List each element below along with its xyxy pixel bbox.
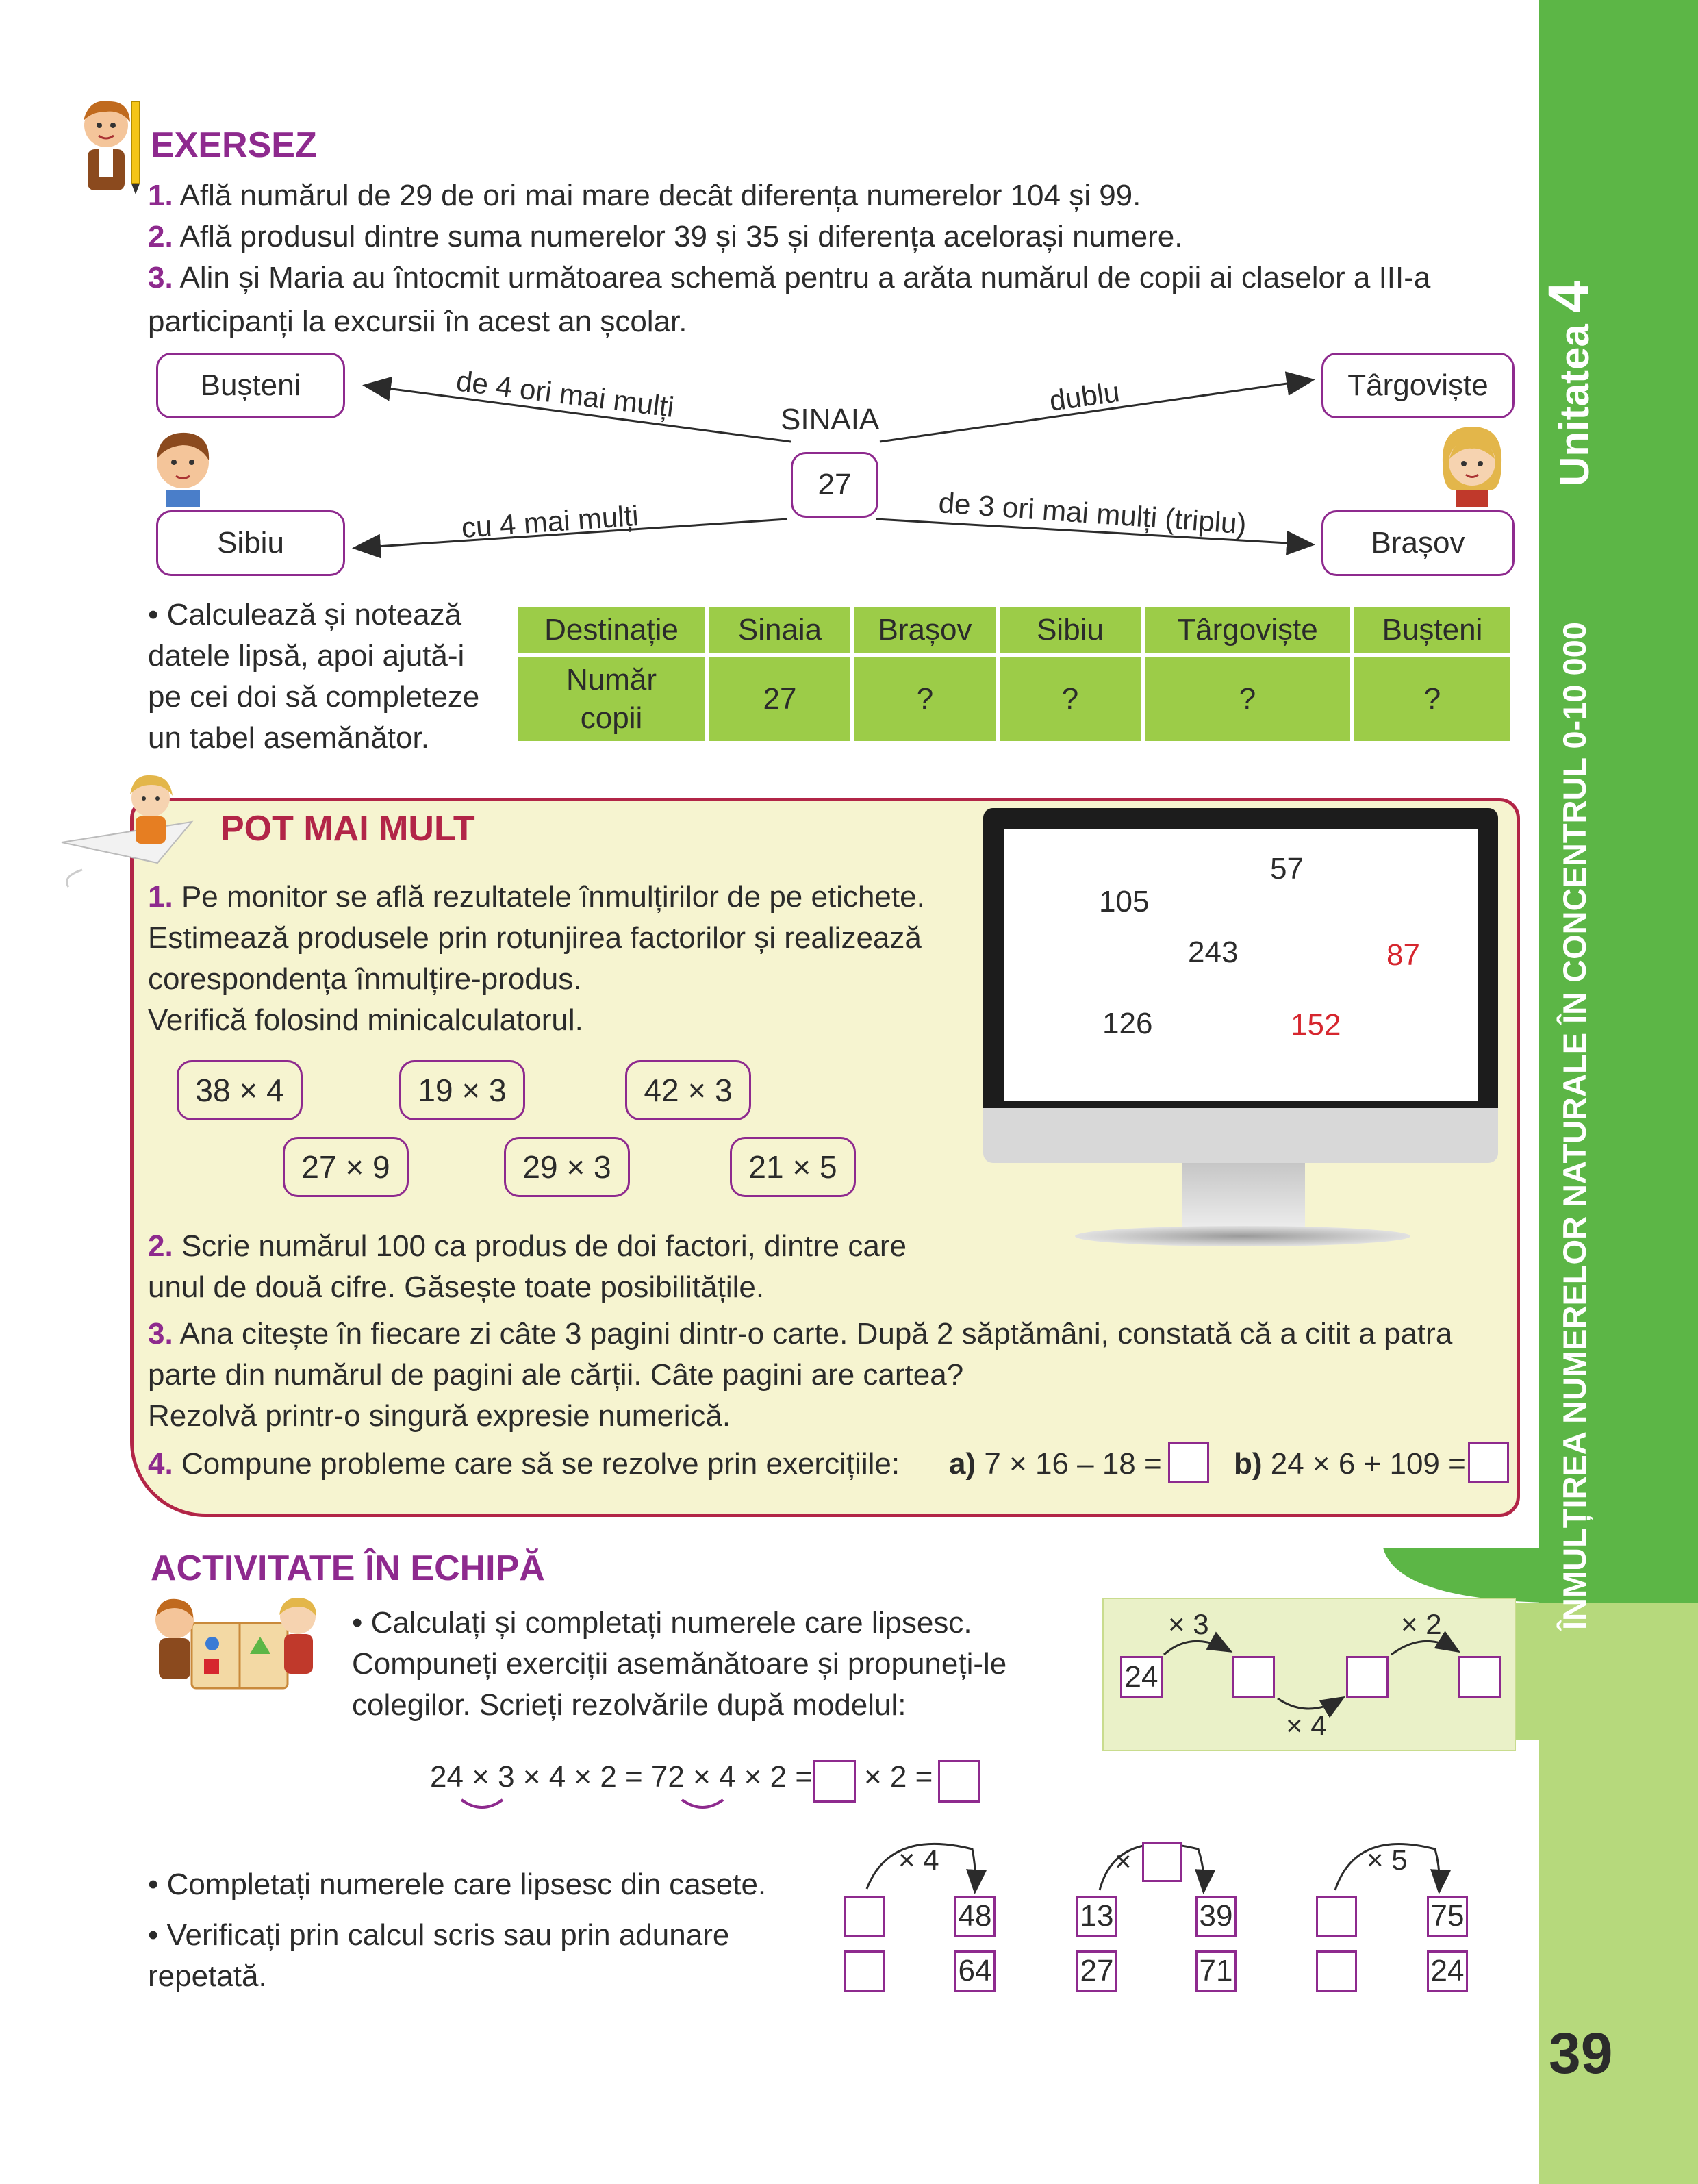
chapter-title — [1546, 534, 1601, 1657]
item-text: Află produsul dintre suma numerelor 39 și 35 și diferența acelorași numere. — [179, 220, 1183, 253]
table-header-cell: Sibiu — [1000, 607, 1141, 653]
instruction-line: • Calculează și notează — [148, 598, 462, 631]
pot-mai-mult-title: POT MAI MULT — [220, 809, 475, 849]
group-2-op-box[interactable] — [1142, 1842, 1182, 1882]
instruction-line: colegilor. Scrieți rezolvările după modelul: — [352, 1688, 907, 1722]
group-1-op: × 4 — [898, 1844, 939, 1876]
group-1-box: 48 — [954, 1896, 996, 1937]
group-3-op: × 5 — [1367, 1844, 1408, 1876]
table-row — [518, 607, 1510, 653]
item-text: Află numărul de 29 de ori mai mare decât diferența numerelor 104 și 99. — [179, 179, 1141, 212]
unit-label — [1536, 247, 1601, 493]
answer-box[interactable] — [1168, 1442, 1209, 1483]
diagram-arrows — [0, 0, 1506, 616]
pmm-item-4 — [148, 1444, 900, 1485]
expression: 7 × 16 – 18 = — [984, 1447, 1162, 1481]
pmm-item-3 — [148, 1314, 1452, 1437]
pmm-item-1-line — [148, 877, 925, 918]
monitor-value: 243 — [1188, 936, 1239, 969]
table-cell: ? — [1000, 657, 1141, 741]
item-number: 4. — [148, 1447, 173, 1481]
group-2-box: 27 — [1076, 1950, 1117, 1992]
table-cell: ? — [1354, 657, 1510, 741]
pmm-item-3-line — [148, 1314, 1452, 1355]
instruction-line: un tabel asemănător. — [148, 721, 429, 755]
kids-with-book-icon — [144, 1596, 329, 1692]
table-instruction — [148, 594, 479, 759]
pmm-item-2-line: unul de două cifre. Găsește toate posibilitățile. — [148, 1270, 765, 1304]
monitor-stand — [1182, 1163, 1305, 1231]
monitor-value: 105 — [1099, 885, 1150, 918]
pmm-item-3-line: parte din numărul de pagini ale cărții. Câte pagini are cartea? — [148, 1358, 964, 1392]
monitor-base — [1075, 1226, 1410, 1246]
relation-busteni: de 4 ori mai mulți — [454, 364, 676, 423]
pmm-item-4-a — [949, 1444, 1162, 1485]
instruction-line: datele lipsă, apoi ajută-i — [148, 639, 465, 673]
group-2-box: 39 — [1195, 1896, 1237, 1937]
exersez-title: EXERSEZ — [151, 125, 317, 165]
group-1-box[interactable] — [844, 1950, 885, 1992]
model-expression: 24 × 3 × 4 × 2 = 72 × 4 × 2 = — [430, 1760, 813, 1794]
mult-label: 19 × 3 — [399, 1060, 525, 1120]
activitate-instruction — [352, 1603, 1071, 1726]
activitate-title: ACTIVITATE ÎN ECHIPĂ — [151, 1548, 545, 1588]
pmm-item-2-line — [148, 1226, 907, 1267]
pmm-item-4-b — [1234, 1444, 1466, 1485]
table-cell: ? — [1145, 657, 1350, 741]
monitor-value: 152 — [1291, 1008, 1341, 1042]
group-3-box: 75 — [1427, 1896, 1468, 1937]
grouping-braces — [452, 1794, 739, 1822]
mult-label: 29 × 3 — [504, 1137, 630, 1197]
instruction-line: Compuneți exerciții asemănătoare și propuneți-le — [352, 1647, 1007, 1681]
city-busteni: Bușteni — [156, 353, 345, 418]
group-3-box: 24 — [1427, 1950, 1468, 1992]
svg-text:Unitatea 4: Unitatea 4 — [1536, 280, 1601, 486]
city-targoviste: Târgoviște — [1321, 353, 1515, 418]
model-answer-box[interactable] — [938, 1760, 980, 1803]
group-2-box: 13 — [1076, 1896, 1117, 1937]
item-text: Alin și Maria au întocmit următoarea schemă pentru a arăta numărul de copii ai claselor a III-a — [179, 261, 1431, 294]
table-row-label — [518, 657, 705, 741]
part-label: a) — [949, 1447, 976, 1481]
mult-label: 38 × 4 — [177, 1060, 303, 1120]
activitate-bullet: repetată. — [148, 1959, 267, 1993]
item-number: 2. — [148, 220, 173, 253]
center-city: SINAIA — [781, 403, 880, 436]
group-1-box[interactable] — [844, 1896, 885, 1937]
chain-op-1: × 3 — [1168, 1608, 1209, 1640]
chain-start-box: 24 — [1120, 1656, 1163, 1698]
pmm-item-1-line: corespondența înmulțire-produs. — [148, 962, 582, 996]
item-text: Pe monitor se află rezultatele înmulțirilor de pe etichete. — [181, 880, 925, 914]
model-answer-box[interactable] — [813, 1760, 856, 1803]
table-row — [518, 657, 1510, 741]
group-2-box: 71 — [1195, 1950, 1237, 1992]
part-label: b) — [1234, 1447, 1263, 1481]
city-brasov: Brașov — [1321, 510, 1515, 576]
activitate-bullet: • Completați numerele care lipsesc din casete. — [148, 1868, 767, 1901]
item-number: 1. — [148, 179, 173, 212]
pmm-item-1-line: Estimează produsele prin rotunjirea factorilor și realizează — [148, 921, 922, 955]
pmm-item-3-line: Rezolvă printr-o singură expresie numerică. — [148, 1399, 731, 1433]
table-header-label: Destinație — [518, 607, 705, 653]
item-number: 1. — [148, 880, 173, 914]
activitate-bullet: • Verificați prin calcul scris sau prin adunare — [148, 1918, 730, 1952]
exersez-item-3-cont: participanți la excursii în acest an școlar. — [148, 305, 687, 338]
svg-text:ÎNMULȚIREA NUMERELOR NATURALE: ÎNMULȚIREA NUMERELOR NATURALE ÎN CONCENTRUL 0-10 000 — [1556, 622, 1593, 1630]
row-label-line: copii — [580, 701, 643, 735]
item-text: Scrie numărul 100 ca produs de doi factori, dintre care — [181, 1229, 907, 1263]
mult-label: 27 × 9 — [283, 1137, 409, 1197]
chain-op-2: × 4 — [1286, 1709, 1327, 1742]
monitor-value: 57 — [1270, 852, 1304, 886]
table-header-cell: Sinaia — [709, 607, 850, 653]
row-label-line: Număr — [566, 663, 657, 696]
relation-brasov: de 3 ori mai mulți (triplu) — [937, 486, 1248, 540]
table-header-cell: Brașov — [854, 607, 996, 653]
pmm-item-1-line: Verifică folosind minicalculatorul. — [148, 1003, 583, 1037]
page-number: 39 — [1549, 2021, 1613, 2085]
table-header-cell: Bușteni — [1354, 607, 1510, 653]
item-text: Ana citește în fiecare zi câte 3 pagini dintr-o carte. După 2 săptămâni, constată că a citit a patra — [179, 1317, 1453, 1351]
monitor-value: 87 — [1386, 938, 1420, 972]
city-sibiu: Sibiu — [156, 510, 345, 576]
item-number: 3. — [148, 261, 173, 294]
girl-avatar-icon — [1434, 421, 1510, 507]
chain-arrows — [1095, 1630, 1520, 1719]
destination-table — [514, 603, 1515, 745]
table-cell: ? — [854, 657, 996, 741]
group-3-box[interactable] — [1316, 1896, 1357, 1937]
table-header-cell: Târgoviște — [1145, 607, 1350, 653]
mult-label: 21 × 5 — [730, 1137, 856, 1197]
item-text: Compune probleme care să se rezolve prin exercițiile: — [181, 1447, 900, 1481]
expression: 24 × 6 + 109 = — [1270, 1447, 1466, 1481]
instruction-line: • Calculați și completați numerele care lipsesc. — [352, 1606, 972, 1640]
mult-label: 42 × 3 — [625, 1060, 751, 1120]
answer-box[interactable] — [1468, 1442, 1509, 1483]
center-value: 27 — [791, 452, 878, 518]
pmm-item-2 — [148, 1226, 907, 1308]
pmm-item-1 — [148, 877, 925, 1041]
group-3-box[interactable] — [1316, 1950, 1357, 1992]
model-expression-mid: × 2 = — [864, 1760, 933, 1794]
girl-on-paper-plane-icon — [55, 767, 212, 890]
chain-op-3: × 2 — [1401, 1608, 1442, 1640]
item-number: 3. — [148, 1317, 173, 1351]
table-cell: 27 — [709, 657, 850, 741]
relation-sibiu: cu 4 mai mulți — [460, 499, 640, 544]
monitor-value: 126 — [1102, 1007, 1153, 1040]
group-2-op: × — [1115, 1845, 1132, 1877]
item-number: 2. — [148, 1229, 173, 1263]
group-1-box: 64 — [954, 1950, 996, 1992]
boy-avatar-icon — [145, 425, 220, 507]
relation-targoviste: dublu — [1047, 375, 1122, 417]
instruction-line: pe cei doi să completeze — [148, 680, 480, 714]
monitor-chin — [983, 1108, 1498, 1163]
